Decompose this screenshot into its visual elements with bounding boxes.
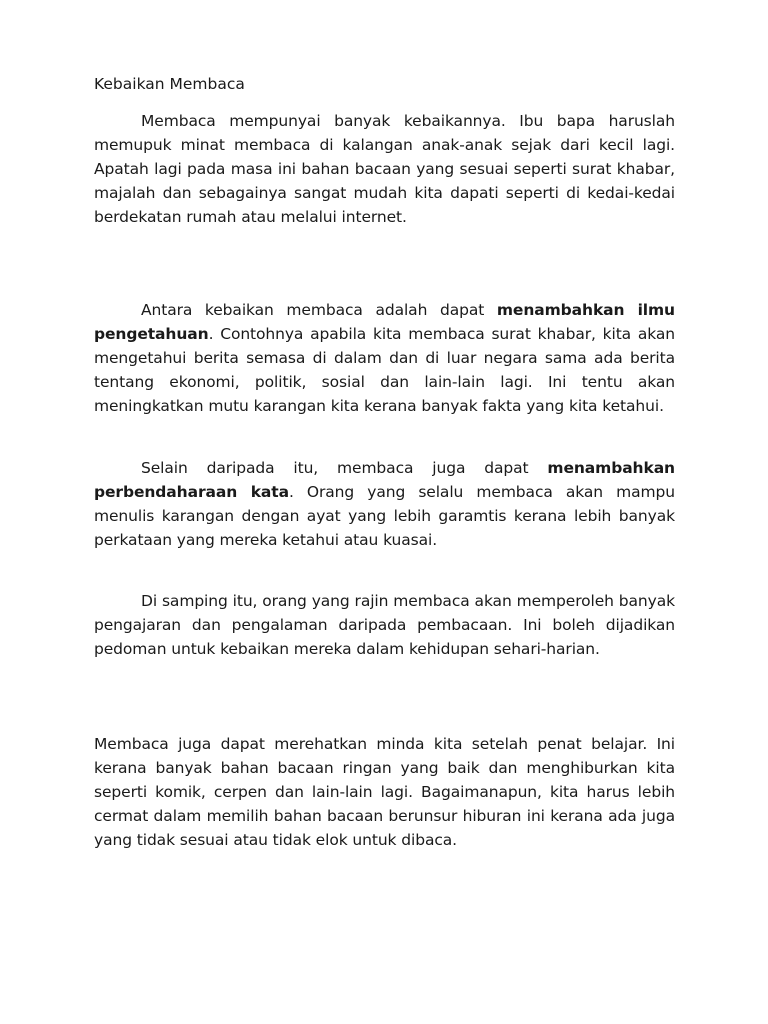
- paragraph-text: . Contohnya apabila kita membaca surat khabar, kita akan mengetahui berita semasa di dalam dan di luar negara sama ada berita tentang ekonomi, politik, sosial dan lain-lain lagi. Ini tentu akan meningkatkan mutu karangan kita kerana banyak fakta yang kita ketahui.: [94, 325, 675, 415]
- paragraph-text: . Orang yang selalu membaca akan mampu menulis karangan dengan ayat yang lebih garamtis kerana lebih banyak perkataan yang mereka ketahui atau kuasai.: [94, 483, 675, 549]
- bold-key-phrase: menambahkan ilmu pengetahuan: [94, 301, 675, 343]
- paragraph-intro: [94, 109, 675, 229]
- paragraph-text: Antara kebaikan membaca adalah dapat: [141, 301, 497, 319]
- paragraph-text: Di samping itu, orang yang rajin membaca akan memperoleh banyak pengajaran dan pengalaman daripada pembacaan. Ini boleh dijadikan pedoman untuk kebaikan mereka dalam kehidupan sehari-harian.: [94, 592, 675, 658]
- paragraph-merehatkan-minda: [94, 732, 675, 852]
- bold-key-phrase: menambahkan perbendaharaan kata: [94, 459, 675, 501]
- paragraph-pengajaran: [94, 589, 675, 661]
- paragraph-text: Selain daripada itu, membaca juga dapat: [141, 459, 548, 477]
- paragraph-text: Membaca juga dapat merehatkan minda kita setelah penat belajar. Ini kerana banyak bahan bacaan ringan yang baik dan menghiburkan kita seperti komik, cerpen dan lain-lain lagi. Bagaimanapun, kita harus lebih cermat dalam memilih bahan bacaan berunsur hiburan ini kerana ada juga yang tidak sesuai atau tidak elok untuk dibaca.: [94, 735, 675, 849]
- document-title: Kebaikan Membaca: [94, 75, 245, 93]
- paragraph-perbendaharaan-kata: [94, 456, 675, 552]
- paragraph-ilmu-pengetahuan: [94, 298, 675, 418]
- paragraph-text: Membaca mempunyai banyak kebaikannya. Ibu bapa haruslah memupuk minat membaca di kalangan anak-anak sejak dari kecil lagi. Apatah lagi pada masa ini bahan bacaan yang sesuai seperti surat khabar, majalah dan sebagainya sangat mudah kita dapati seperti di kedai-kedai berdekatan rumah atau melalui internet.: [94, 112, 675, 226]
